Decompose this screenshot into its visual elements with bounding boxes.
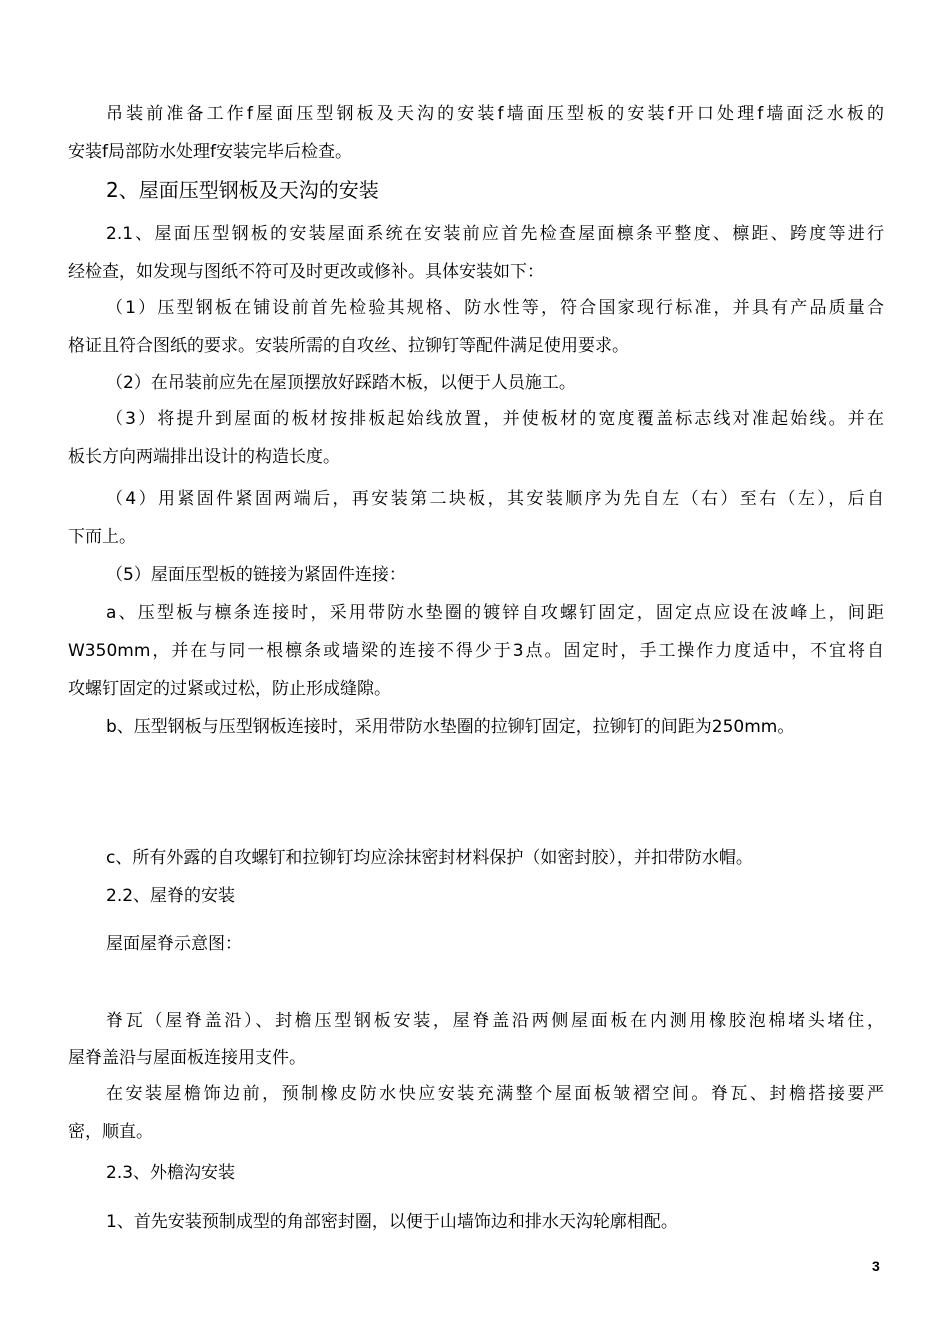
paragraph-line-17: c、所有外露的自攻螺钉和拉铆钉均应涂抹密封材料保护（如密封胶），并扣带防水帽。 [106, 848, 753, 868]
paragraph-line-7: （2）在吊装前应先在屋顶摆放好踩踏木板，以便于人员施工。 [106, 373, 576, 393]
paragraph-line-14: W350mm，并在与同一根檩条或墙梁的连接不得少于3点。固定时，手工操作力度适中，不宜将自 [68, 641, 884, 661]
paragraph-line-1: 吊装前准备工作f屋面压型钢板及天沟的安装f墙面压型板的安装f开口处理f墙面泛水板的 [106, 104, 884, 124]
section-heading-2: 2、屋面压型钢板及天沟的安装 [106, 178, 379, 202]
paragraph-line-3: 2.1、屋面压型钢板的安装屋面系统在安装前应首先检查屋面檩条平整度、檩距、跨度等进行 [106, 224, 884, 244]
paragraph-line-4: 经检查，如发现与图纸不符可及时更改或修补。具体安装如下： [68, 262, 544, 282]
paragraph-line-22: 1、首先安装预制成型的角部密封圈，以便于山墙饰边和排水天沟轮廓相配。 [106, 1212, 678, 1232]
paragraph-line-8: （3）将提升到屋面的板材按排板起始线放置，并使板材的宽度覆盖标志线对准起始线。并在 [106, 409, 884, 429]
paragraph-line-16: b、压型钢板与压型钢板连接时，采用带防水垫圈的拉铆钉固定，拉铆钉的间距为250mm。 [106, 717, 795, 737]
paragraph-line-15: 攻螺钉固定的过紧或过松，防止形成缝隙。 [68, 679, 391, 699]
paragraph-line-6: 格证且符合图纸的要求。安装所需的自攻丝、拉铆钉等配件满足使用要求。 [68, 336, 629, 356]
paragraph-line-18: 脊瓦（屋脊盖沿）、封檐压型钢板安装，屋脊盖沿两侧屋面板在内测用橡胶泡棉堵头堵住， [106, 1011, 884, 1031]
paragraph-line-9: 板长方向两端排出设计的构造长度。 [68, 447, 340, 467]
figure-caption: 屋面屋脊示意图： [106, 934, 242, 954]
section-heading-2-3: 2.3、外檐沟安装 [106, 1163, 236, 1183]
paragraph-line-5: （1）压型钢板在铺设前首先检验其规格、防水性等，符合国家现行标准，并具有产品质量合 [106, 298, 884, 318]
paragraph-line-11: 下而上。 [68, 527, 136, 547]
paragraph-line-10: （4）用紧固件紧固两端后，再安装第二块板，其安装顺序为先自左（右）至右（左），后自 [106, 489, 884, 509]
paragraph-line-19: 屋脊盖沿与屋面板连接用支件。 [68, 1048, 306, 1068]
section-heading-2-2: 2.2、屋脊的安装 [106, 886, 236, 906]
paragraph-line-12: （5）屋面压型板的链接为紧固件连接： [106, 565, 406, 585]
paragraph-line-20: 在安装屋檐饰边前，预制橡皮防水快应安装充满整个屋面板皱褶空间。脊瓦、封檐搭接要严 [106, 1084, 884, 1104]
paragraph-line-21: 密，顺直。 [68, 1122, 153, 1142]
paragraph-line-13: a、压型板与檩条连接时，采用带防水垫圈的镀锌自攻螺钉固定，固定点应设在波峰上，间距 [106, 603, 884, 623]
paragraph-line-2: 安装f局部防水处理f安装完毕后检查。 [68, 142, 352, 162]
page-number: 3 [872, 1258, 880, 1274]
